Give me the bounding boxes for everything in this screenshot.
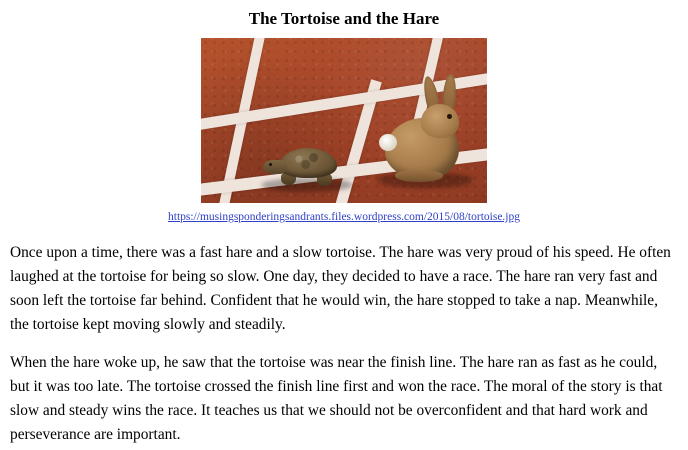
story-paragraph-2: When the hare woke up, he saw that the tortoise was near the finish line. The hare ran as fast as he could, but it was too late. The tortoise crossed the finish line first and won the race. The moral of the story is that slow and steady wins the race. It teaches us that we should not be overconfident and that hard work and perseverance are important. <box>10 354 663 443</box>
hare-eye <box>447 114 452 119</box>
tortoise-head <box>263 160 287 174</box>
image-caption <box>10 207 678 225</box>
tortoise-illustration <box>263 146 349 190</box>
tortoise-and-hare-image <box>201 38 487 203</box>
figure <box>10 38 678 203</box>
hare-foot <box>395 170 443 182</box>
tortoise-shell <box>279 148 337 178</box>
page-title: The Tortoise and the Hare <box>248 9 440 28</box>
tortoise-eye <box>269 163 272 166</box>
hare-tail <box>379 134 397 151</box>
hare-illustration <box>377 78 473 188</box>
hare-head <box>421 104 459 138</box>
story-paragraph-1: Once upon a time, there was a fast hare and a slow tortoise. The hare was very proud of his speed. He often laughed at the tortoise for being so slow. One day, they decided to have a race. The hare ran very fast and soon left the tortoise far behind. Confident that he would win, the hare stopped to take a nap. Meanwhile, the tortoise kept moving slowly and steadily. <box>10 244 671 333</box>
image-source-link[interactable]: https://musingsponderingsandrants.files.wordpress.com/2015/08/tortoise.jpg <box>168 211 520 223</box>
